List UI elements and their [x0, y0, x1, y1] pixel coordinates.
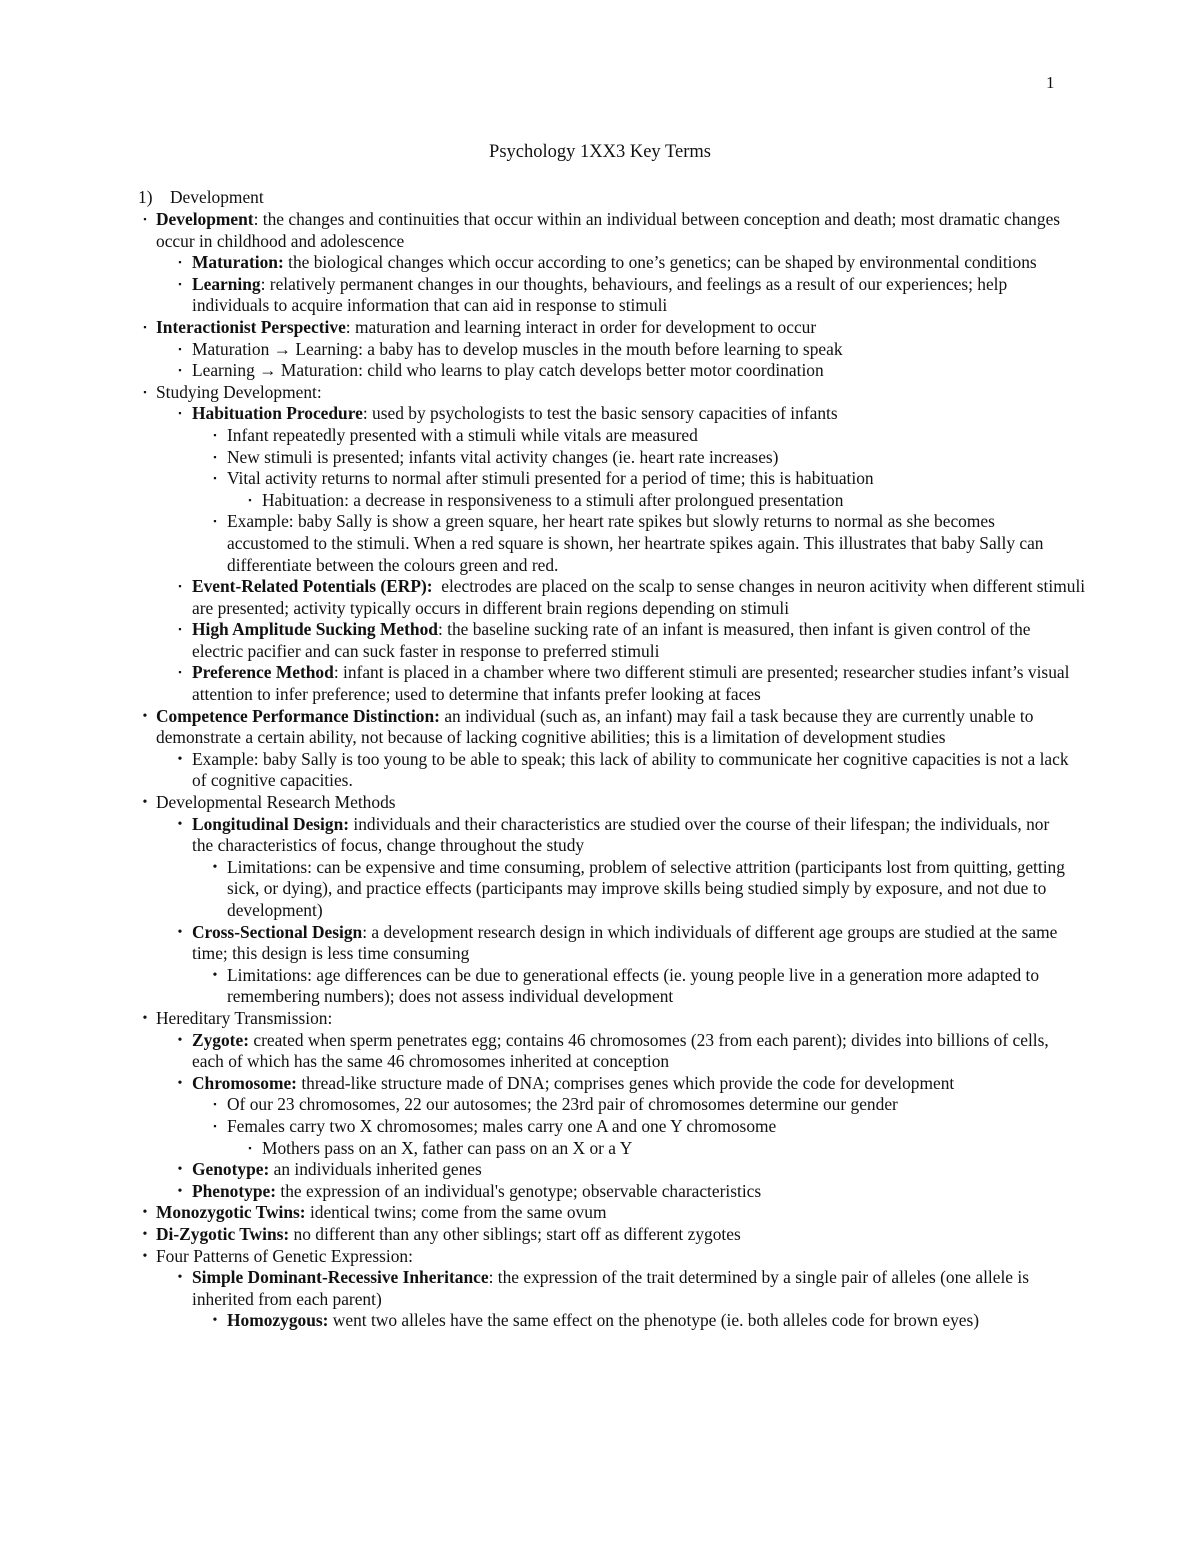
item-text: maturation and learning interact in order for development to occur	[350, 316, 817, 337]
outline-item	[0, 749, 1200, 792]
outline-item	[0, 1310, 1200, 1332]
bullet-icon: ▪	[178, 343, 182, 354]
outline-item	[0, 339, 1200, 361]
outline-item	[0, 1181, 1200, 1203]
item-text: relatively permanent changes in our thoughts, behaviours, and feelings as a result of our experiences; help individuals to acquire information that can aid in response to stimuli	[192, 273, 1012, 316]
term-separator: :	[437, 619, 443, 640]
bullet-icon: •	[177, 1162, 183, 1178]
outline-item	[0, 1246, 1200, 1268]
outline-item	[0, 857, 1200, 922]
outline-item	[0, 1202, 1200, 1224]
item-text: infant is placed in a chamber where two different stimuli are presented; researcher studies infant’s visual attention to infer preference; used to determine that infants prefer looking at faces	[192, 662, 1074, 705]
item-text: Infant repeatedly presented with a stimuli while vitals are measured	[227, 424, 698, 445]
item-text: Mothers pass on an X, father can pass on an X or a Y	[262, 1137, 633, 1158]
outline-item	[0, 1138, 1200, 1160]
term-label: Preference Method	[192, 662, 334, 683]
item-text: Studying Development:	[156, 381, 322, 402]
item-text: Learning → Maturation: child who learns to play catch develops better motor coordination	[192, 360, 824, 381]
outline-item	[0, 317, 1200, 339]
item-text: Females carry two X chromosomes; males carry one A and one Y chromosome	[227, 1115, 777, 1136]
outline-item	[0, 662, 1200, 705]
item-text: Example: baby Sally is show a green square, her heart rate spikes but slowly returns to normal as she becomes accustomed to the stimuli. When a red square is shown, her heartrate spikes again. This illustrates that baby Sally can differentiate between the colours green and red.	[227, 511, 1048, 575]
item-text: Four Patterns of Genetic Expression:	[156, 1245, 413, 1266]
bullet-icon: •	[142, 795, 148, 811]
outline-item	[0, 447, 1200, 469]
item-text: identical twins; come from the same ovum	[305, 1202, 607, 1223]
item-text: Maturation → Learning: a baby has to develop muscles in the mouth before learning to speak	[192, 338, 843, 359]
section-number: 1)	[138, 187, 153, 207]
term-separator: :	[488, 1267, 494, 1288]
bullet-icon: •	[142, 1205, 148, 1221]
item-text: Developmental Research Methods	[156, 792, 396, 813]
bullet-icon: •	[177, 1270, 183, 1286]
term-separator: :	[253, 209, 259, 229]
outline-item	[0, 619, 1200, 662]
item-text: electrodes are placed on the scalp to sense changes in neuron acitivity when different stimuli are presented; activity typically occurs in different brain regions depending on stimuli	[192, 576, 1090, 618]
item-text: Hereditary Transmission:	[156, 1007, 333, 1028]
outline-item	[0, 490, 1200, 512]
outline-item	[0, 814, 1200, 857]
item-text: the baseline sucking rate of an infant is measured, then infant is given control of the electric pacifier and can suck faster in response to preferred stimuli	[192, 619, 1035, 661]
item-text: used by psychologists to test the basic sensory capacities of infants	[367, 403, 838, 424]
outline-item	[0, 965, 1200, 1008]
outline-item	[0, 511, 1200, 576]
outline-item	[0, 1224, 1200, 1246]
bullet-icon: •	[177, 751, 183, 767]
bullet-icon: ▪	[178, 278, 182, 289]
item-text: individuals and their characteristics are studied over the course of their lifespan; the individuals, nor the characteristics of focus, change throughout the study	[192, 813, 1054, 856]
item-text: went two alleles have the same effect on the phenotype (ie. both alleles code for brown eyes)	[328, 1310, 980, 1331]
bullet-icon: ▪	[178, 365, 182, 376]
section-heading	[138, 187, 264, 209]
bullet-icon: ▪	[143, 214, 147, 224]
item-text: a development research design in which individuals of different age groups are studied at the same time; this design is less time consuming	[192, 921, 1062, 964]
key-terms-outline	[0, 209, 1200, 1332]
item-text: an individual (such as, an infant) may fail a task because they are currently unable to demonstrate a certain ability, not because of lacking cognitive abilities; this is a limitation of development studies	[156, 705, 1038, 748]
bullet-icon: ▪	[178, 581, 182, 592]
outline-item	[0, 382, 1200, 404]
term-label: Chromosome:	[192, 1072, 297, 1093]
term-label: Longitudinal Design:	[192, 813, 350, 834]
item-text: Habituation: a decrease in responsiveness to a stimuli after prolongued presentation	[262, 489, 844, 510]
term-label: Di-Zygotic Twins:	[156, 1223, 290, 1244]
bullet-icon: ▪	[143, 321, 147, 332]
bullet-icon: ▪	[178, 624, 182, 635]
outline-item	[0, 792, 1200, 814]
bullet-icon: •	[177, 1075, 183, 1091]
term-label: Learning	[192, 273, 261, 294]
bullet-icon: •	[212, 1313, 218, 1329]
outline-item	[0, 274, 1200, 317]
term-label: Competence Performance Distinction:	[156, 705, 440, 726]
page-number: 1	[1046, 73, 1055, 92]
item-text: Example: baby Sally is too young to be able to speak; this lack of ability to communicate her cognitive capacities is not a lack of cognitive capacities.	[192, 748, 1073, 791]
bullet-icon: ▪	[213, 473, 217, 484]
term-separator: :	[362, 403, 368, 424]
term-label: Development	[156, 209, 254, 229]
bullet-icon: •	[177, 1183, 183, 1199]
term-label: Homozygous:	[227, 1310, 329, 1331]
bullet-icon: ▪	[178, 408, 182, 419]
item-text: the biological changes which occur according to one’s genetics; can be shaped by environmental conditions	[283, 252, 1037, 273]
term-label: Genotype:	[192, 1159, 270, 1180]
bullet-icon: ▪	[143, 386, 147, 397]
term-label: Simple Dominant-Recessive Inheritance	[192, 1267, 489, 1288]
outline-item	[0, 1094, 1200, 1116]
bullet-icon: ▪	[213, 451, 217, 462]
item-text: Vital activity returns to normal after stimuli presented for a period of time; this is habituation	[227, 468, 874, 489]
section-title: Development	[170, 187, 264, 207]
item-text: created when sperm penetrates egg; contains 46 chromosomes (23 from each parent); divides into billions of cells, each of which has the same 46 chromosomes inherited at conception	[192, 1029, 1054, 1072]
term-label: Phenotype:	[192, 1180, 277, 1201]
bullet-icon: •	[142, 708, 148, 724]
outline-item	[0, 1073, 1200, 1095]
term-label: Zygote:	[192, 1029, 249, 1050]
item-text: New stimuli is presented; infants vital activity changes (ie. heart rate increases)	[227, 446, 779, 467]
bullet-icon: •	[177, 1032, 183, 1048]
item-text: the expression of an individual's genotype; observable characteristics	[276, 1180, 762, 1201]
outline-item	[0, 1159, 1200, 1181]
bullet-icon: •	[212, 859, 218, 875]
outline-item	[0, 209, 1200, 252]
term-label: Event-Related Potentials (ERP):	[192, 576, 433, 597]
bullet-icon: ▪	[248, 1142, 252, 1153]
term-label: High Amplitude Sucking Method	[192, 619, 438, 640]
bullet-icon: ▪	[213, 1120, 217, 1131]
term-separator: :	[260, 273, 266, 294]
item-text: Of our 23 chromosomes, 22 our autosomes; the 23rd pair of chromosomes determine our gender	[227, 1094, 898, 1115]
term-label: Maturation:	[192, 252, 284, 273]
bullet-icon: •	[142, 1010, 148, 1026]
outline-item	[0, 360, 1200, 382]
bullet-icon: •	[177, 816, 183, 832]
outline-item	[0, 425, 1200, 447]
item-text: Limitations: can be expensive and time consuming, problem of selective attrition (participants lost from quitting, getting sick, or dying), and practice effects (participants may improve skills being studied simply by exposure, and not due to development)	[227, 856, 1070, 920]
term-separator: :	[345, 316, 351, 337]
outline-item	[0, 468, 1200, 490]
document-title: Psychology 1XX3 Key Terms	[489, 142, 711, 162]
bullet-icon: ▪	[178, 257, 182, 268]
term-separator: :	[333, 662, 339, 683]
item-text: the expression of the trait determined by a single pair of alleles (one allele is inherited from each parent)	[192, 1267, 1034, 1309]
term-separator: :	[362, 921, 368, 942]
bullet-icon: ▪	[178, 667, 182, 678]
bullet-icon: ▪	[213, 1099, 217, 1110]
item-text: no different than any other siblings; start off as different zygotes	[289, 1223, 741, 1244]
outline-item	[0, 922, 1200, 965]
bullet-icon: ▪	[213, 429, 217, 440]
bullet-icon: ▪	[248, 494, 252, 505]
term-label: Cross-Sectional Design	[192, 921, 363, 942]
outline-item	[0, 1116, 1200, 1138]
bullet-icon: •	[212, 967, 218, 983]
item-text: the changes and continuities that occur within an individual between conception and death; most dramatic changes occur in childhood and adolescence	[156, 209, 1065, 251]
outline-item	[0, 252, 1200, 274]
outline-item	[0, 576, 1200, 619]
outline-item	[0, 1008, 1200, 1030]
outline-item	[0, 1267, 1200, 1310]
outline-item	[0, 403, 1200, 425]
term-label: Habituation Procedure	[192, 403, 363, 424]
bullet-icon: •	[142, 1226, 148, 1242]
bullet-icon: •	[142, 1248, 148, 1264]
bullet-icon: ▪	[213, 516, 217, 527]
outline-item	[0, 1030, 1200, 1073]
item-text: Limitations: age differences can be due to generational effects (ie. young people live in a generation more adapted to remembering numbers); does not assess individual development	[227, 964, 1044, 1007]
term-label: Monozygotic Twins:	[156, 1202, 306, 1223]
item-text: thread-like structure made of DNA; comprises genes which provide the code for development	[296, 1072, 955, 1093]
term-label: Interactionist Perspective	[156, 316, 346, 337]
bullet-icon: •	[177, 924, 183, 940]
item-text: an individuals inherited genes	[269, 1159, 482, 1180]
outline-item	[0, 706, 1200, 749]
